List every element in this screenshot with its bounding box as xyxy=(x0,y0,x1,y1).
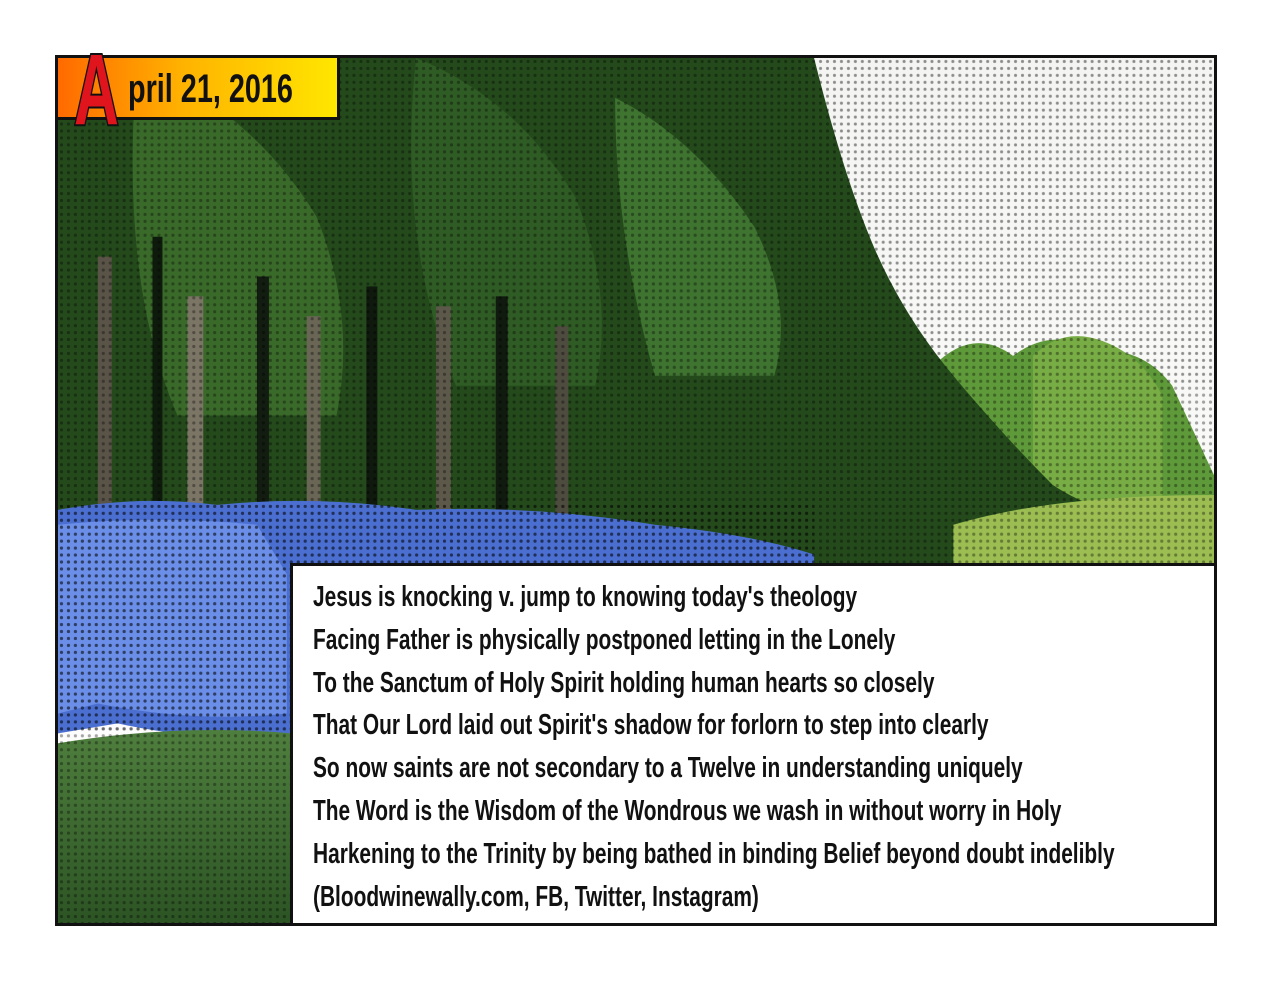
caption-line: Harkening to the Trinity by being bathed in binding Belief beyond doubt indelibly xyxy=(313,837,1115,870)
caption-line: The Word is the Wisdom of the Wondrous we wash in without worry in Holy xyxy=(313,794,1062,827)
caption-line: That Our Lord laid out Spirit's shadow for forlorn to step into clearly xyxy=(313,709,989,742)
caption-credit: (Bloodwinewally.com, FB, Twitter, Instagram) xyxy=(313,880,759,913)
caption-text xyxy=(313,576,1177,918)
caption-line: Jesus is knocking v. jump to knowing today's theology xyxy=(313,581,858,613)
date-text: pril 21, 2016 xyxy=(128,67,293,111)
caption-line: Facing Father is physically postponed letting in the Lonely xyxy=(313,623,896,656)
date-initial-letter: A xyxy=(74,34,119,146)
caption-line: So now saints are not secondary to a Twelve in understanding uniquely xyxy=(313,752,1023,785)
caption-line: To the Sanctum of Holy Spirit holding human hearts so closely xyxy=(313,666,935,699)
caption-box xyxy=(290,563,1217,926)
